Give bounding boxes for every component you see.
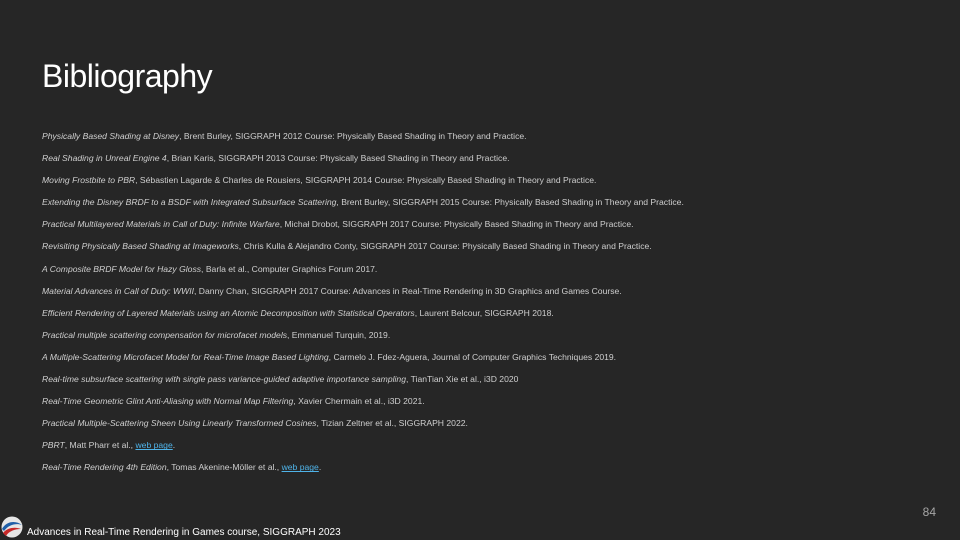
entry-details: , Michał Drobot, SIGGRAPH 2017 Course: Physically Based Shading in Theory and Practice. (279, 219, 634, 230)
entry-details: , Matt Pharr et al., (64, 440, 136, 451)
entry-title: A Composite BRDF Model for Hazy Gloss (42, 263, 202, 274)
bibliography-entry (42, 130, 922, 152)
bibliography-entry (42, 218, 922, 240)
bibliography-entry (42, 152, 922, 174)
entry-details: , Brent Burley, SIGGRAPH 2012 Course: Physically Based Shading in Theory and Practice. (179, 131, 527, 141)
footer-course-title: Advances in Real-Time Rendering in Games course, SIGGRAPH 2023 (27, 527, 341, 538)
entry-details: , Brian Karis, SIGGRAPH 2013 Course: Physically Based Shading in Theory and Practice. (166, 153, 510, 164)
bibliography-entry (42, 417, 922, 439)
entry-title: Physically Based Shading at Disney (42, 131, 180, 141)
entry-details: , Carmelo J. Fdez-Aguera, Journal of Computer Graphics Techniques 2019. (328, 351, 617, 362)
entry-title: Real-Time Rendering 4th Edition (42, 462, 167, 473)
bibliography-entry (42, 196, 922, 218)
bibliography-entry (42, 351, 922, 373)
bibliography-list (42, 130, 922, 484)
entry-title: Practical multiple scattering compensation for microfacet models (42, 329, 288, 340)
slide-title: Bibliography (42, 58, 213, 94)
bibliography-entry (42, 395, 922, 417)
entry-title: Real Shading in Unreal Engine 4 (42, 153, 167, 164)
bibliography-entry (42, 439, 922, 461)
entry-title: Moving Frostbite to PBR (42, 175, 136, 186)
entry-title: PBRT (42, 440, 65, 451)
entry-details: , Brent Burley, SIGGRAPH 2015 Course: Physically Based Shading in Theory and Practice. (336, 197, 684, 208)
entry-details: , Laurent Belcour, SIGGRAPH 2018. (414, 307, 554, 318)
web-page-link[interactable]: web page (135, 440, 173, 451)
entry-details: , Emmanuel Turquin, 2019. (287, 329, 391, 340)
course-logo-icon (0, 515, 24, 539)
entry-title: Practical Multiple-Scattering Sheen Using Linearly Transformed Cosines (42, 418, 317, 429)
entry-details: , Tomas Akenine-Möller et al., (166, 462, 282, 473)
entry-details: , Barla et al., Computer Graphics Forum 2017. (201, 263, 378, 274)
page-number: 84 (922, 505, 936, 519)
entry-details: , Tizian Zeltner et al., SIGGRAPH 2022. (316, 418, 468, 429)
entry-details: , TianTian Xie et al., i3D 2020 (406, 374, 519, 385)
entry-end: . (318, 462, 322, 473)
bibliography-entry (42, 174, 922, 196)
bibliography-entry (42, 240, 922, 262)
bibliography-entry (42, 461, 922, 483)
entry-title: Revisiting Physically Based Shading at Imageworks (42, 241, 239, 252)
entry-details: , Xavier Chermain et al., i3D 2021. (293, 396, 425, 407)
bibliography-entry (42, 285, 922, 307)
entry-title: Efficient Rendering of Layered Materials using an Atomic Decomposition with Statistical Operators (42, 307, 415, 318)
bibliography-entry (42, 329, 922, 351)
bibliography-entry (42, 373, 922, 395)
bibliography-entry (42, 307, 922, 329)
entry-details: , Chris Kulla & Alejandro Conty, SIGGRAPH 2017 Course: Physically Based Shading in Theory and Practice. (238, 241, 652, 252)
entry-details: , Danny Chan, SIGGRAPH 2017 Course: Advances in Real-Time Rendering in 3D Graphics and Games Course. (194, 285, 622, 296)
entry-title: Material Advances in Call of Duty: WWII (42, 285, 195, 296)
entry-title: Real-Time Geometric Glint Anti-Aliasing with Normal Map Filtering (42, 396, 294, 407)
entry-title: Extending the Disney BRDF to a BSDF with Integrated Subsurface Scattering (42, 197, 337, 208)
bibliography-entry (42, 263, 922, 285)
entry-title: Real-time subsurface scattering with single pass variance-guided adaptive importance sampling (42, 374, 406, 385)
entry-details: , Sébastien Lagarde & Charles de Rousiers, SIGGRAPH 2014 Course: Physically Based Shading in Theory and Practice. (135, 175, 597, 186)
entry-title: A Multiple-Scattering Microfacet Model for Real-Time Image Based Lighting (42, 351, 329, 362)
entry-end: . (172, 440, 176, 451)
web-page-link[interactable]: web page (281, 462, 319, 473)
entry-title: Practical Multilayered Materials in Call of Duty: Infinite Warfare (42, 219, 280, 230)
